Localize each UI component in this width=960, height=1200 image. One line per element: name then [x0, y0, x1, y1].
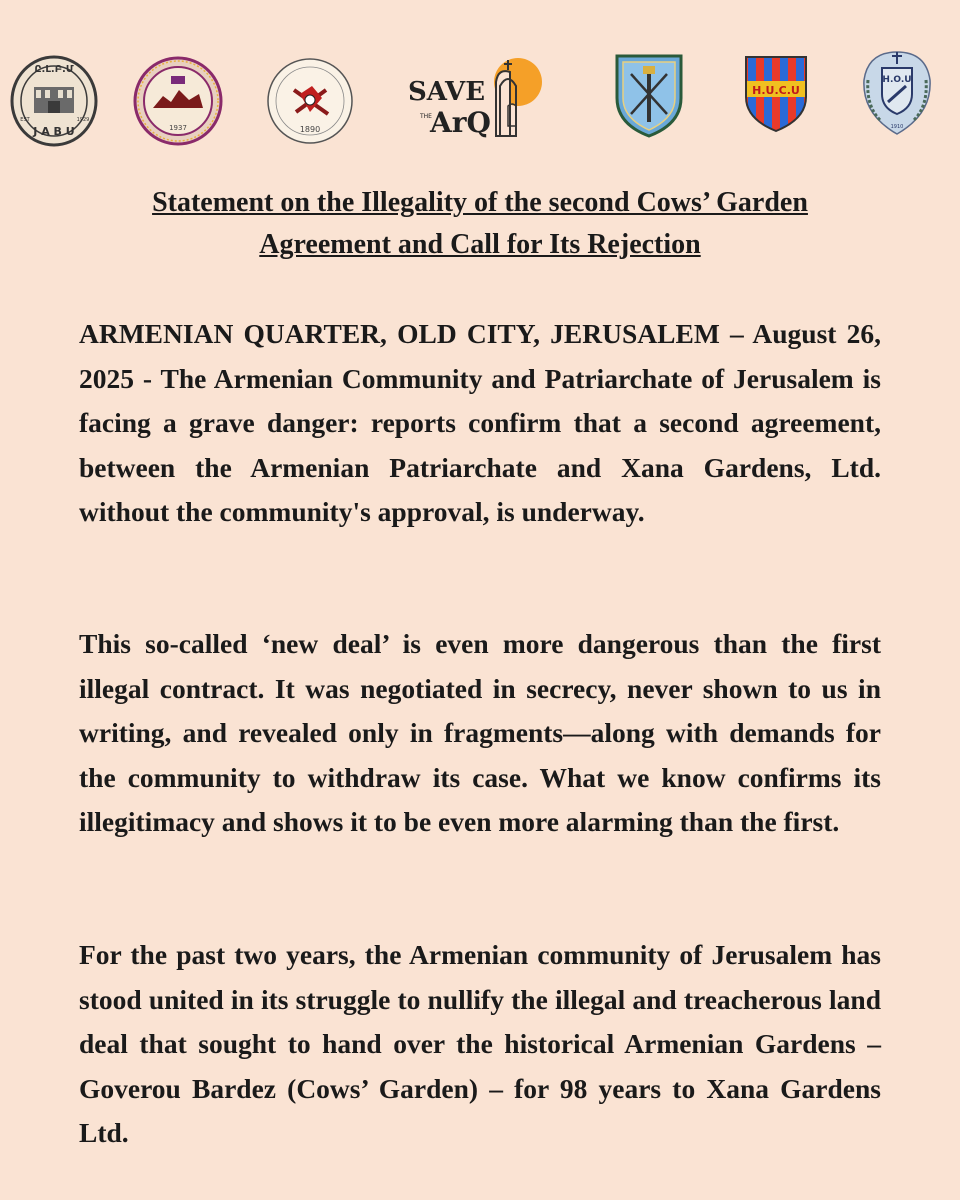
shield-logo: [613, 52, 685, 138]
jabu-top-text: Ը.Լ.Բ.Մ: [34, 64, 74, 75]
arq-text: ArQ: [430, 106, 491, 139]
hucu-logo: [742, 53, 810, 133]
paragraph-1: ARMENIAN QUARTER, OLD CITY, JERUSALEM – August 26, 2025 - The Armenian Community and Patriarchate of Jerusalem is facing a grave danger: reports confirm that a second agreement, between the Armenian Patriarchate and Xana Gardens, Ltd. without the community's approval, is underway.: [79, 318, 881, 527]
statement-title: [0, 182, 960, 266]
tarkmanchats-year: 1890: [299, 125, 321, 134]
jabu-bottom-text: J A B U: [33, 125, 75, 138]
hucu-text: H.U.C.U: [752, 84, 800, 97]
jabu-year-left: EST: [20, 117, 30, 123]
hou-text: H.O.U: [882, 75, 912, 85]
the-text: THE: [420, 113, 432, 120]
jabu-year-right: 1929: [76, 117, 90, 123]
hou-logo: [860, 50, 934, 136]
title-line-2: Agreement and Call for Its Rejection: [259, 229, 701, 260]
tarkmanchats-logo: [266, 56, 354, 146]
hou-year: 1910: [890, 124, 904, 130]
paragraph-2: This so-called ‘new deal’ is even more dangerous than the first illegal contract. It was negotiated in secrecy, never shown to us in writing, and revealed only in fragments—along with demands for the community to withdraw its case. What we know confirms its illegitimacy and shows it to be even more alarming than the first.: [79, 628, 881, 837]
save-arq-logo: [408, 56, 548, 140]
save-text: SAVE: [408, 77, 486, 107]
sahakian-logo: [133, 56, 223, 146]
logo-row: [0, 50, 960, 150]
title-line-1: Statement on the Illegality of the second Cows’ Garden: [152, 187, 808, 218]
paragraph-3: For the past two years, the Armenian community of Jerusalem has stood united in its struggle to nullify the illegal and treacherous land deal that sought to hand over the historical Armenian Gardens – Goverou Bardez (Cows’ Garden) – for 98 years to Xana Gardens Ltd.: [79, 939, 881, 1148]
sahakian-year: 1937: [169, 124, 187, 132]
jabu-logo: [10, 55, 98, 147]
